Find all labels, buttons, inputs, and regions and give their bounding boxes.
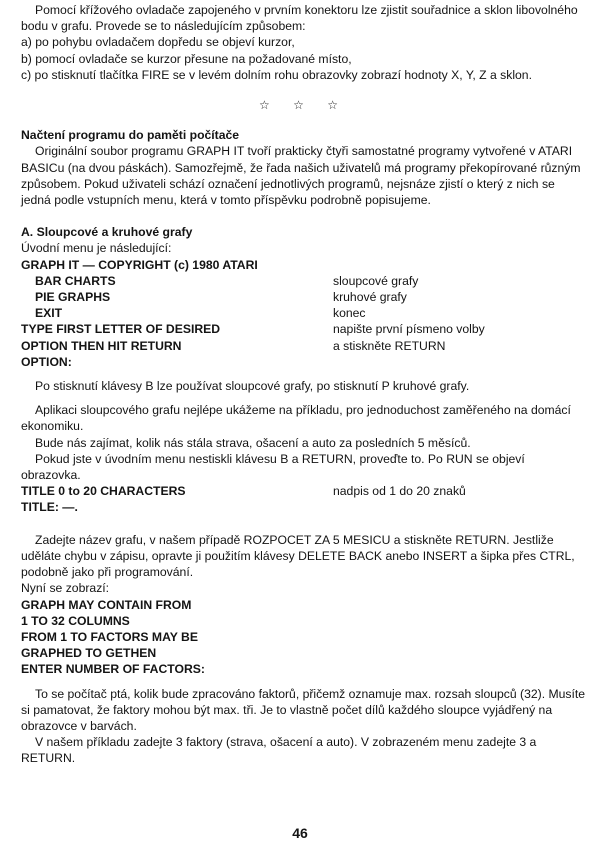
menu-translation: sloupcové grafy [333, 273, 419, 288]
spacer [21, 516, 586, 532]
screen-line: 1 TO 32 COLUMNS [21, 613, 130, 628]
example-paragraph: V našem příkladu zadejte 3 faktory (strava, ošacení a auto). V zobrazeném menu zadejte 3 a RETURN. [21, 735, 537, 766]
list-item: b) pomocí ovladače se kurzor přesune na požadované místo, [21, 51, 352, 66]
menu-row [21, 289, 586, 305]
menu-table [21, 273, 586, 354]
menu-row [21, 338, 586, 354]
menu-row [21, 273, 586, 289]
title-row [21, 483, 586, 499]
list-item: c) po stisknutí tlačítka FIRE se v levém dolním rohu obrazovky zobrazí hodnoty X, Y, Z a sklon. [21, 67, 532, 82]
menu-option-pie-graphs: PIE GRAPHS [35, 290, 111, 305]
spacer [21, 370, 586, 378]
application-paragraph: Bude nás zajímat, kolik nás stála strava, ošacení a auto za posledních 5 měsíců. [35, 435, 471, 450]
menu-translation: kruhové grafy [333, 290, 407, 305]
menu-option-bar-charts: BAR CHARTS [35, 273, 116, 288]
title-prompt: TITLE: —. [21, 500, 78, 515]
section-heading-charts: A. Sloupcové a kruhové grafy [21, 225, 193, 240]
screen-output [21, 597, 586, 678]
spacer [21, 394, 586, 402]
section-separator-stars: ☆ ☆ ☆ [259, 98, 348, 113]
menu-translation: a stiskněte RETURN [333, 338, 446, 353]
copyright-line: GRAPH IT — COPYRIGHT (c) 1980 ATARI [21, 257, 258, 272]
screen-line: FROM 1 TO FACTORS MAY BE [21, 629, 198, 644]
application-paragraph: Pokud jste v úvodním menu nestiskli klávesu B a RETURN, proveďte to. Po RUN se objeví obrazovka. [21, 451, 525, 483]
menu-instruction: OPTION THEN HIT RETURN [21, 338, 182, 353]
title-instruction: TITLE 0 to 20 CHARACTERS [21, 484, 186, 499]
section-heading-loading: Načtení programu do paměti počítače [21, 128, 240, 143]
menu-instruction: TYPE FIRST LETTER OF DESIRED [21, 322, 221, 337]
menu-row [21, 305, 586, 321]
option-prompt: OPTION: [21, 354, 72, 369]
spacer [21, 678, 586, 686]
menu-option-exit: EXIT [35, 306, 63, 321]
intro-paragraph: Pomocí křížového ovladače zapojeného v prvním konektoru lze zjistit souřadnice a sklon libovolného bodu v grafu. Provede se to následujícím způsobem: [21, 3, 578, 34]
spacer [21, 208, 586, 224]
loading-paragraph: Originální soubor programu GRAPH IT tvoří prakticky čtyři samostatné programy vytvořené v ATARI BASICu (na dvou páskách). Samozřejmě, že řada našich uživatelů má programy překopírované různým způsobem. Pokud uživateli schází označení jednotlivých programů, nejsnáze zjistí o který z nich se jedná podle vstupních menu, která v tomto příspěvku podrobně popisujeme. [21, 144, 581, 208]
screen-line: ENTER NUMBER OF FACTORS: [21, 662, 205, 677]
now-displayed: Nyní se zobrazí: [21, 581, 110, 596]
menu-translation: konec [333, 306, 366, 321]
menu-translation: napište první písmeno volby [333, 322, 485, 337]
menu-intro: Úvodní menu je následující: [21, 241, 172, 256]
menu-row [21, 321, 586, 337]
page-body [21, 2, 586, 767]
title-translation: nadpis od 1 do 20 znaků [333, 484, 466, 499]
cursor-steps-list [21, 34, 586, 83]
application-paragraph: Aplikaci sloupcového grafu nejlépe ukážeme na příkladu, pro jednoduchost zaměřeného na domácí ekonomiku. [21, 403, 571, 434]
list-item: a) po pohybu ovladačem dopředu se objeví kurzor, [21, 35, 295, 50]
keys-paragraph: Po stisknutí klávesy B lze používat sloupcové grafy, po stisknutí P kruhové grafy. [35, 379, 470, 394]
name-paragraph: Zadejte název grafu, v našem případě ROZPOCET ZA 5 MESICU a stiskněte RETURN. Jestliže uděláte chybu v zápisu, opravte ji použitím klávesy DELETE BACK anebo INSERT a šipka přes CTRL, podobně jako při programování. [21, 532, 575, 580]
screen-line: GRAPH MAY CONTAIN FROM [21, 597, 192, 612]
factors-paragraph: To se počítač ptá, kolik bude zpracováno faktorů, přičemž oznamuje max. rozsah sloupců (32). Musíte si pamatovat, že faktory mohou být max. tři. Je to vlastně počet dílů každého sloupce vyjádřený na obrazovce v barvách. [21, 686, 586, 733]
screen-line: GRAPHED TO GETHEN [21, 646, 157, 661]
page-number: 46 [292, 825, 308, 841]
